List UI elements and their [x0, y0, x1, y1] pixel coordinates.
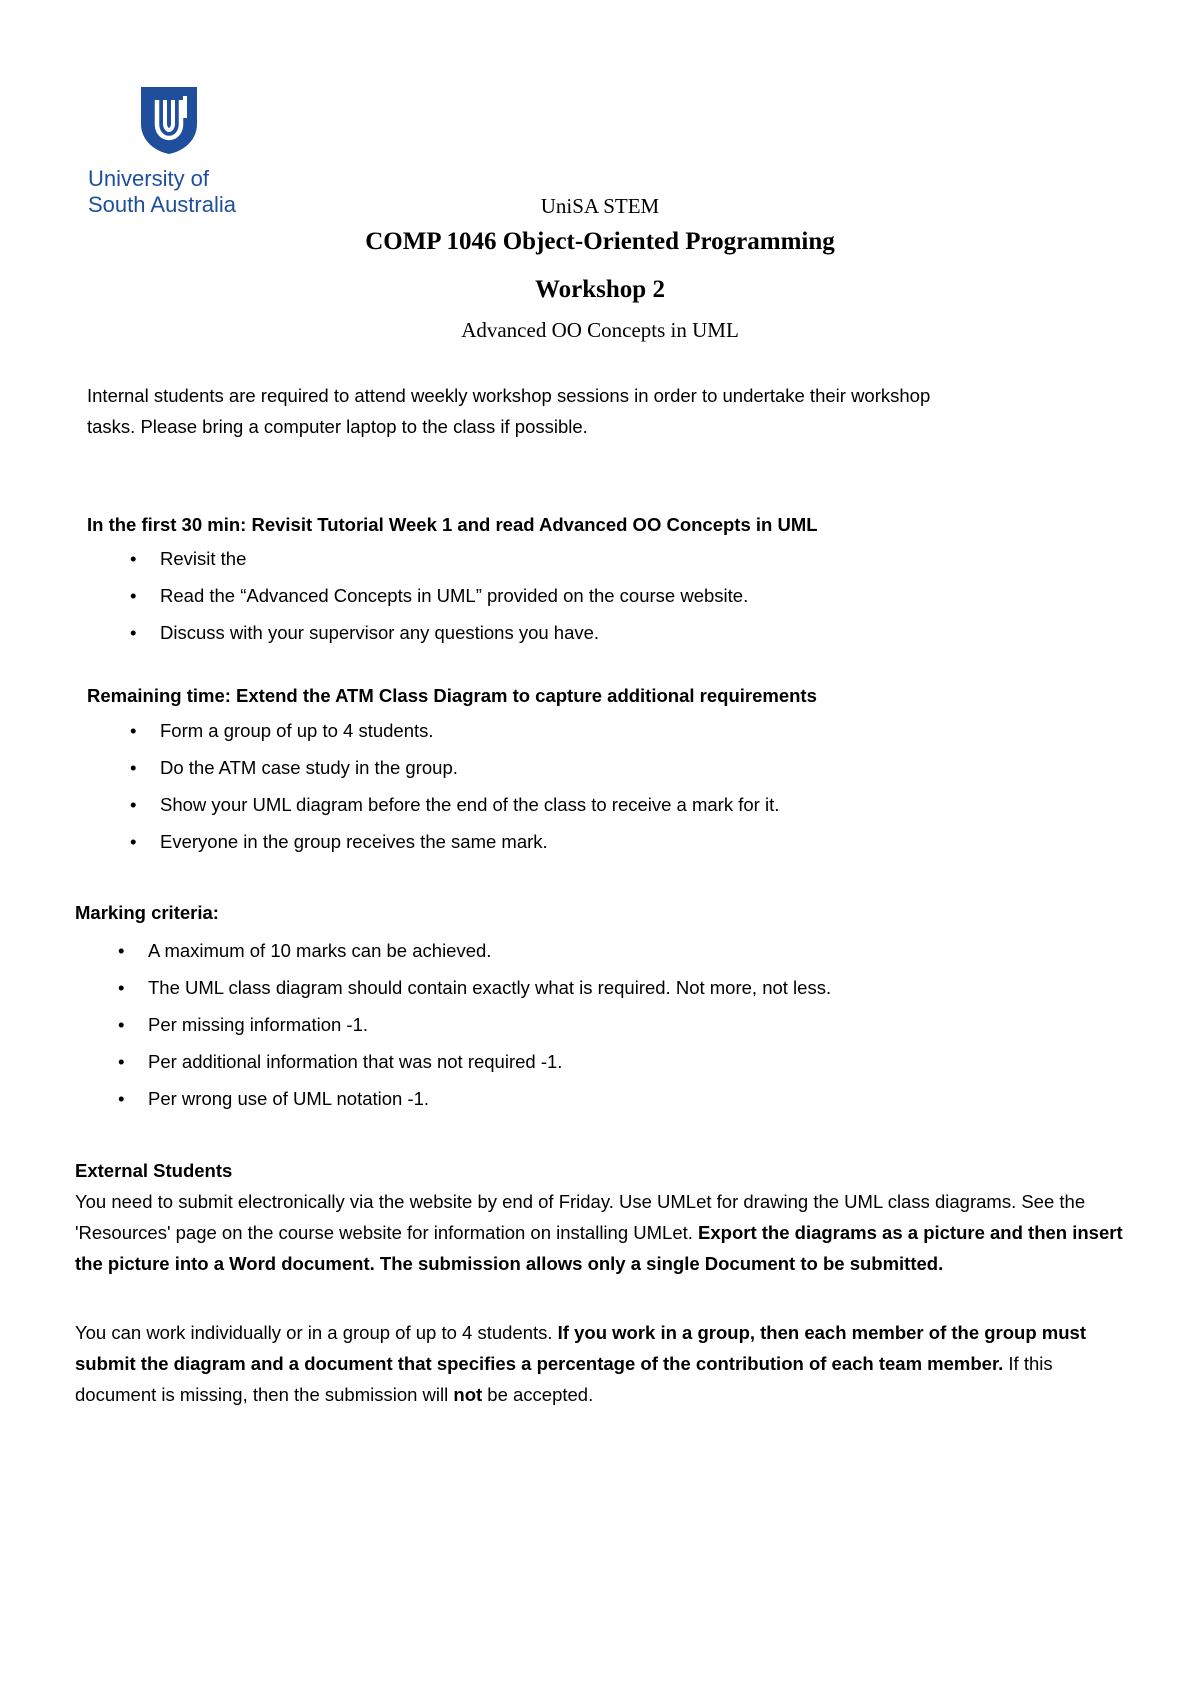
organisation-name: UniSA STEM — [540, 194, 660, 218]
bullet-icon: • — [118, 977, 125, 998]
external-p1-bold-text: Export the diagrams as a picture and then insert the picture into a Word document. The submission allows only a single Document to be submitted. — [75, 1222, 1123, 1274]
bullet-icon: • — [130, 794, 137, 815]
list-item: • The UML class diagram should contain exactly what is required. Not more, not less. — [148, 972, 831, 1009]
intro-line-2: tasks. Please bring a computer laptop to the class if possible. — [87, 416, 588, 437]
external-students-heading: External Students — [75, 1160, 233, 1181]
external-p2-text: You can work individually or in a group of up to 4 students. — [75, 1322, 558, 1343]
course-title: COMP 1046 Object-Oriented Programming — [365, 228, 835, 255]
intro-line-1: Internal students are required to attend weekly workshop sessions in order to undertake their workshop — [87, 385, 931, 406]
external-p2-text-3: be accepted. — [482, 1384, 594, 1405]
bullet-icon: • — [130, 720, 137, 741]
first-30-heading: In the first 30 min: Revisit Tutorial Week 1 and read Advanced OO Concepts in UML — [87, 514, 818, 535]
workshop-subtitle: Advanced OO Concepts in UML — [461, 318, 739, 342]
bullet-icon: • — [118, 940, 125, 961]
list-item: • Per missing information -1. — [148, 1009, 831, 1046]
list-item: • A maximum of 10 marks can be achieved. — [148, 935, 831, 972]
list-item: • Per wrong use of UML notation -1. — [148, 1083, 831, 1120]
workshop-title: Workshop 2 — [535, 276, 665, 303]
bullet-icon: • — [118, 1051, 125, 1072]
list-item: • Show your UML diagram before the end of the class to receive a mark for it. — [160, 789, 779, 826]
external-p2-bold-text: If you work in a group, then each member of the group must submit the diagram and a document that specifies a percentage of the contribution of each team member. — [75, 1322, 1086, 1374]
remaining-time-list — [130, 715, 780, 863]
bullet-icon: • — [118, 1088, 125, 1109]
bullet-icon: • — [130, 548, 137, 569]
external-p2-text-2: If this document is missing, then the submission will — [75, 1353, 1053, 1405]
logo-line-2: South Australia — [88, 192, 236, 217]
external-p1-text: You need to submit electronically via the website by end of Friday. Use UMLet for drawing the UML class diagrams. See the 'Resources' page on the course website for information on installing UMLet. — [75, 1191, 1086, 1243]
bullet-icon: • — [130, 757, 137, 778]
external-paragraph-2 — [75, 1317, 1135, 1410]
bullet-icon: • — [118, 1014, 125, 1035]
list-item: • Per additional information that was not required -1. — [148, 1046, 831, 1083]
list-item: • Everyone in the group receives the same mark. — [160, 826, 779, 863]
external-p2-bold-not: not — [453, 1384, 483, 1405]
marking-criteria-list — [118, 935, 832, 1120]
bullet-icon: • — [130, 585, 137, 606]
list-item: • Read the “Advanced Concepts in UML” provided on the course website. — [160, 580, 748, 617]
unisa-shield-icon — [138, 84, 200, 156]
intro-paragraph — [87, 380, 1087, 442]
list-item: • Do the ATM case study in the group. — [160, 752, 779, 789]
external-paragraph-1 — [75, 1186, 1135, 1279]
bullet-icon: • — [130, 622, 137, 643]
remaining-time-heading: Remaining time: Extend the ATM Class Diagram to capture additional requirements — [87, 685, 817, 706]
bullet-icon: • — [130, 831, 137, 852]
list-item: • Revisit the — [160, 543, 748, 580]
logo-line-1: University of — [88, 166, 210, 191]
first-30-list — [130, 543, 749, 654]
marking-criteria-heading: Marking criteria: — [75, 902, 219, 923]
list-item: • Discuss with your supervisor any questions you have. — [160, 617, 748, 654]
list-item: • Form a group of up to 4 students. — [160, 715, 779, 752]
